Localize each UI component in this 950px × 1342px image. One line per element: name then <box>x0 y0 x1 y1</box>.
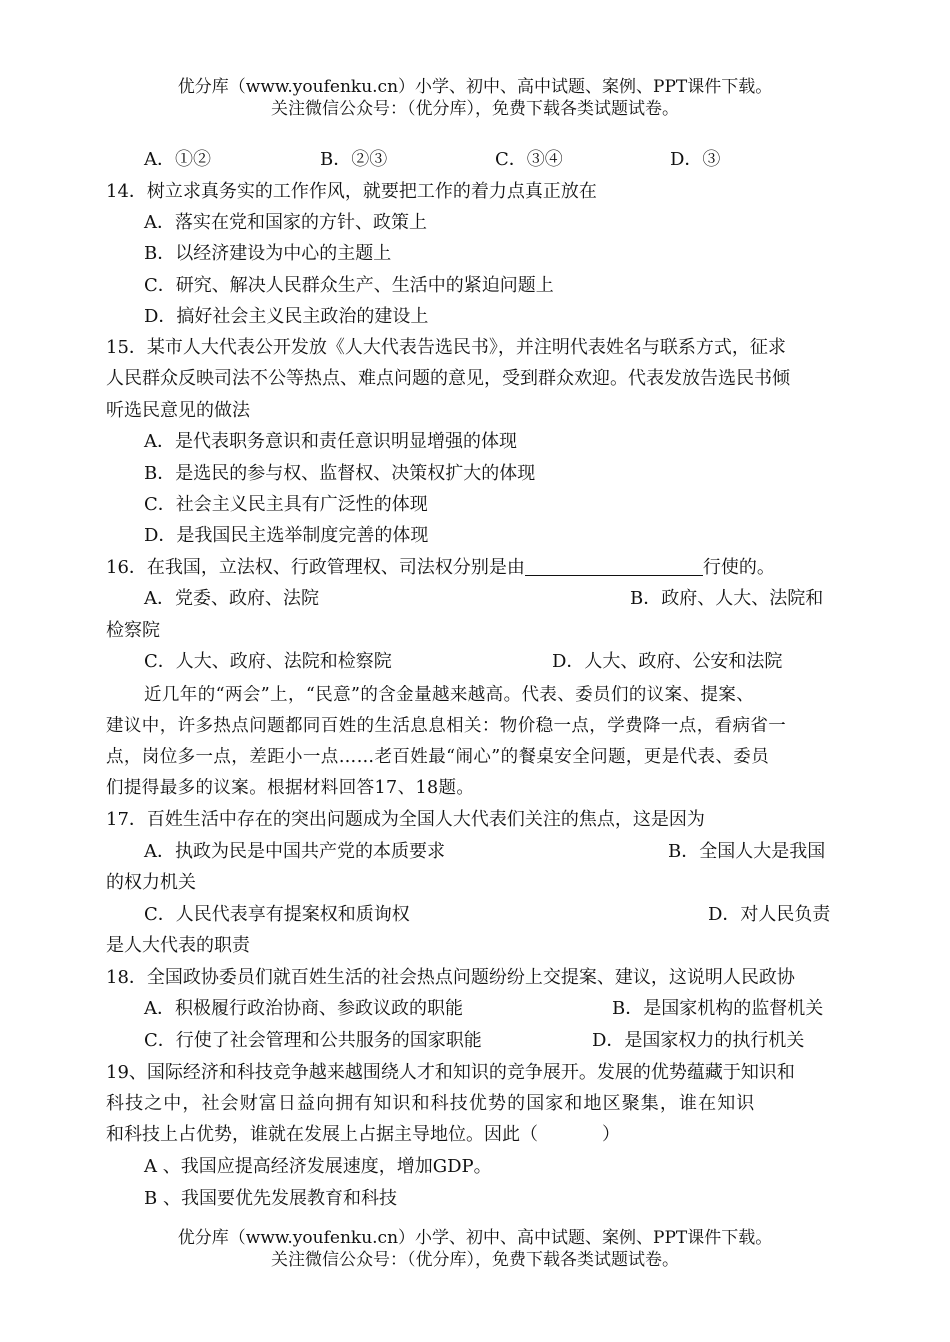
q16-option-c: C．人大、政府、法院和检察院 <box>144 651 392 672</box>
material-line-4: 们提得最多的议案。根据材料回答17、18题。 <box>106 778 475 798</box>
q19-stem-before: 和科技上占优势，谁就在发展上占据主导地位。因此（ <box>106 1124 538 1145</box>
material-line-2: 建议中，许多热点问题都同百姓的生活息息相关：物价稳一点，学费降一点，看病省一 <box>106 716 787 736</box>
q17-stem: 17．百姓生活中存在的突出问题成为全国人大代表们关注的焦点，这是因为 <box>106 809 705 830</box>
q19-stem-line-2: 科技之中，社会财富日益向拥有知识和科技优势的国家和地区聚集，谁在知识 <box>106 1093 756 1114</box>
q19-stem-after: ） <box>602 1124 620 1145</box>
q17-option-a: A．执政为民是中国共产党的本质要求 <box>144 841 445 862</box>
q18-option-b: B．是国家机构的监督机关 <box>612 998 824 1019</box>
q19-stem-line-3 <box>106 1123 620 1147</box>
q15-stem-line-2: 人民群众反映司法不公等热点、难点问题的意见，受到群众欢迎。代表发放告选民书倾 <box>106 368 790 389</box>
q18-option-d: D．是国家权力的执行机关 <box>592 1030 805 1051</box>
q15-option-d: D．是我国民主选举制度完善的体现 <box>144 525 429 546</box>
q18-option-c: C．行使了社会管理和公共服务的国家职能 <box>144 1030 482 1051</box>
q15-option-c: C．社会主义民主具有广泛性的体现 <box>144 494 428 515</box>
material-line-1: 近几年的“两会”上，“民意”的含金量越来越高。代表、委员们的议案、提案、 <box>144 685 755 705</box>
q14-option-a: A．落实在党和国家的方针、政策上 <box>144 212 427 233</box>
q16-option-a: A．党委、政府、法院 <box>144 588 319 609</box>
q17-option-c: C．人民代表享有提案权和质询权 <box>144 904 410 925</box>
q15-option-b: B．是选民的参与权、监督权、决策权扩大的体现 <box>144 463 536 484</box>
q14-option-c: C．研究、解决人民群众生产、生活中的紧迫问题上 <box>144 275 554 296</box>
q13-option-d: D．③ <box>670 149 721 170</box>
q18-option-a: A．积极履行政治协商、参政议政的职能 <box>144 998 463 1019</box>
q16-stem-after: 行使的。 <box>702 557 775 578</box>
q17-option-d-continued: 是人大代表的职责 <box>106 935 250 956</box>
q19-option-b: B 、我国要优先发展教育和科技 <box>144 1188 397 1209</box>
footer-line-2: 关注微信公众号：（优分库），免费下载各类试题试卷。 <box>271 1250 679 1270</box>
q16-option-b-continued: 检察院 <box>106 620 160 641</box>
q17-option-d: D．对人民负责 <box>708 904 831 925</box>
q13-option-b: B．②③ <box>320 149 388 170</box>
q16-option-b: B．政府、人大、法院和 <box>630 588 824 609</box>
q15-option-a: A．是代表职务意识和责任意识明显增强的体现 <box>144 431 517 452</box>
q14-option-d: D．搞好社会主义民主政治的建设上 <box>144 306 429 327</box>
q16-answer-blank[interactable] <box>525 557 703 576</box>
q19-stem-line-1: 19、国际经济和科技竞争越来越围绕人才和知识的竞争展开。发展的优势蕴藏于知识和 <box>106 1062 795 1083</box>
q17-option-b-continued: 的权力机关 <box>106 872 196 893</box>
q13-option-c: C．③④ <box>495 149 563 170</box>
q13-option-a: A．①② <box>144 149 211 170</box>
header-line-2: 关注微信公众号：（优分库），免费下载各类试题试卷。 <box>271 99 679 119</box>
header-line-1: 优分库（www.youfenku.cn）小学、初中、高中试题、案例、PPT课件下载。 <box>177 77 773 97</box>
material-line-3: 点，岗位多一点，差距小一点……老百姓最“闹心”的餐桌安全问题，更是代表、委员 <box>106 747 770 767</box>
q15-stem-line-1: 15．某市人大代表公开发放《人大代表告选民书》，并注明代表姓名与联系方式，征求 <box>106 337 786 358</box>
q19-option-a: A 、我国应提高经济发展速度，增加GDP。 <box>144 1156 492 1177</box>
q16-option-d: D．人大、政府、公安和法院 <box>552 651 783 672</box>
q14-option-b: B．以经济建设为中心的主题上 <box>144 243 392 264</box>
q16-stem <box>106 556 775 580</box>
q16-stem-before: 16．在我国，立法权、行政管理权、司法权分别是由 <box>106 557 525 578</box>
footer-line-1: 优分库（www.youfenku.cn）小学、初中、高中试题、案例、PPT课件下载。 <box>177 1228 773 1248</box>
q18-stem: 18．全国政协委员们就百姓生活的社会热点问题纷纷上交提案、建议，这说明人民政协 <box>106 967 795 988</box>
q14-stem: 14．树立求真务实的工作作风，就要把工作的着力点真正放在 <box>106 181 597 202</box>
q17-option-b: B．全国人大是我国 <box>668 841 826 862</box>
q15-stem-line-3: 听选民意见的做法 <box>106 400 250 421</box>
